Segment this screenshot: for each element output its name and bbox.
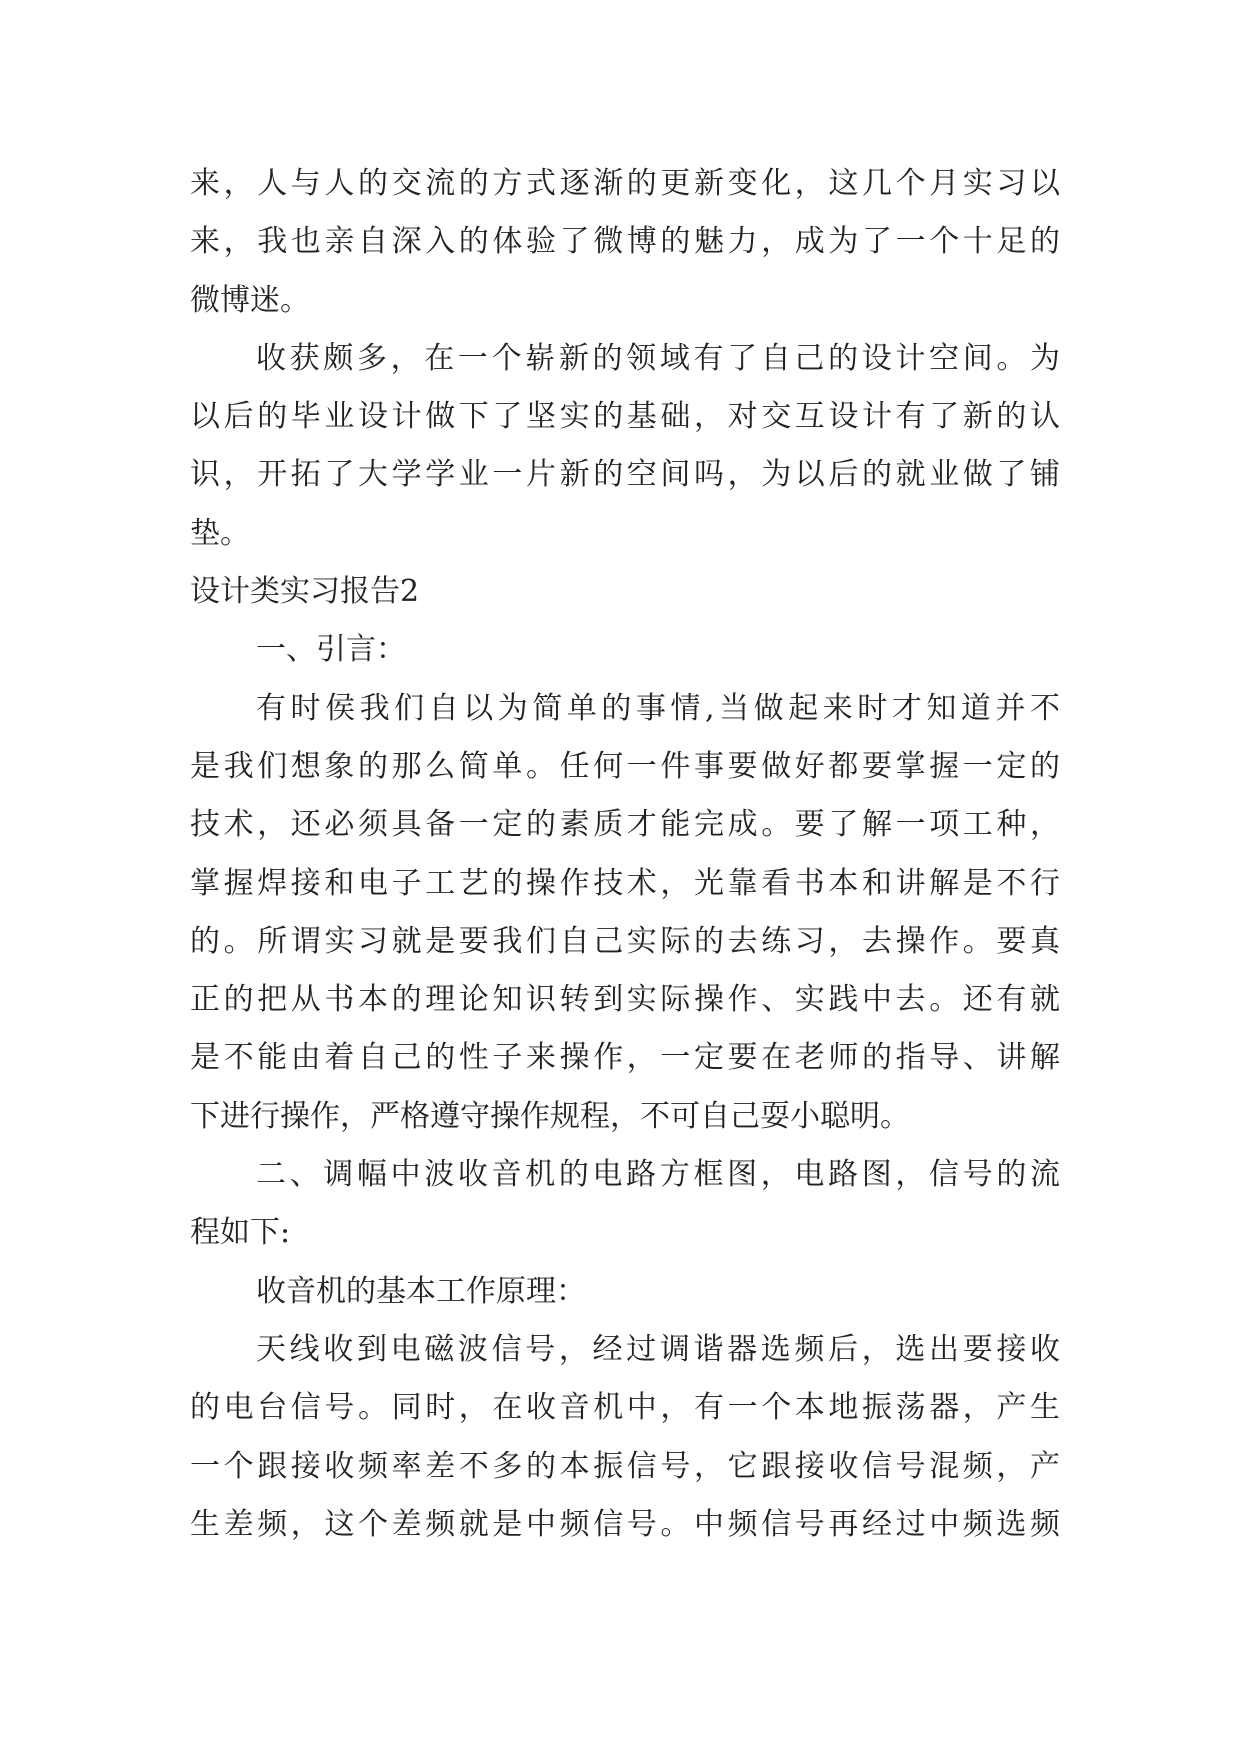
document-body (190, 155, 1060, 1554)
text-line-content: 一、引言： (256, 632, 406, 668)
text-line (190, 505, 1060, 563)
text-line (190, 388, 1060, 446)
text-line (190, 680, 1060, 738)
text-line (190, 913, 1060, 971)
text-line-content: 程如下: (190, 1215, 291, 1251)
text-line-content: 技术，还必须具备一定的素质才能完成。要了解一项工种， (190, 807, 1060, 843)
text-line-content: 来，我也亲自深入的体验了微博的魅力，成为了一个十足的 (190, 224, 1060, 260)
text-line-content: 微博迷。 (190, 282, 310, 318)
section-heading (190, 563, 1060, 621)
text-line (190, 1146, 1060, 1204)
text-line-content: 天线收到电磁波信号，经过调谐器选频后，选出要接收 (256, 1331, 1060, 1367)
text-line-content: 二、调幅中波收音机的电路方框图，电路图，信号的流 (256, 1157, 1060, 1193)
text-line (190, 1088, 1060, 1146)
text-line-content: 以后的毕业设计做下了坚实的基础，对交互设计有了新的认 (190, 399, 1060, 435)
text-line-content: 是我们想象的那么简单。任何一件事要做好都要掌握一定的 (190, 748, 1060, 784)
text-line-content: 垫。 (190, 515, 250, 551)
text-line-content: 的电台信号。同时，在收音机中，有一个本地振荡器，产生 (190, 1390, 1060, 1426)
text-line-content: 的。所谓实习就是要我们自己实际的去练习，去操作。要真 (190, 923, 1060, 959)
text-line (190, 738, 1060, 796)
text-line (190, 855, 1060, 913)
text-line (190, 155, 1060, 213)
text-line (190, 1496, 1060, 1554)
text-line (190, 1204, 1060, 1262)
text-line (190, 1379, 1060, 1437)
text-line-content: 一个跟接收频率差不多的本振信号，它跟接收信号混频，产 (190, 1448, 1060, 1484)
text-line (190, 1263, 1060, 1321)
text-line (190, 796, 1060, 854)
text-line-content: 生差频，这个差频就是中频信号。中频信号再经过中频选频 (190, 1506, 1060, 1542)
text-line-content: 正的把从书本的理论知识转到实际操作、实践中去。还有就 (190, 982, 1060, 1018)
text-line-content: 设计类实习报告2 (190, 574, 420, 610)
text-line (190, 621, 1060, 679)
text-line-content: 收获颇多，在一个崭新的领域有了自己的设计空间。为 (256, 340, 1060, 376)
text-line (190, 272, 1060, 330)
text-line-content: 下进行操作，严格遵守操作规程，不可自己耍小聪明。 (190, 1098, 910, 1134)
text-line (190, 1321, 1060, 1379)
text-line (190, 330, 1060, 388)
text-line-content: 收音机的基本工作原理： (256, 1273, 586, 1309)
text-line (190, 213, 1060, 271)
text-line (190, 971, 1060, 1029)
text-line-content: 掌握焊接和电子工艺的操作技术，光靠看书本和讲解是不行 (190, 865, 1060, 901)
text-line-content: 有时侯我们自以为简单的事情,当做起来时才知道并不 (256, 690, 1060, 726)
text-line-content: 是不能由着自己的性子来操作，一定要在老师的指导、讲解 (190, 1040, 1060, 1076)
text-line (190, 1438, 1060, 1496)
text-line-content: 识，开拓了大学学业一片新的空间吗，为以后的就业做了铺 (190, 457, 1060, 493)
text-line (190, 1029, 1060, 1087)
text-line-content: 来，人与人的交流的方式逐渐的更新变化，这几个月实习以 (190, 166, 1060, 201)
text-line (190, 446, 1060, 504)
